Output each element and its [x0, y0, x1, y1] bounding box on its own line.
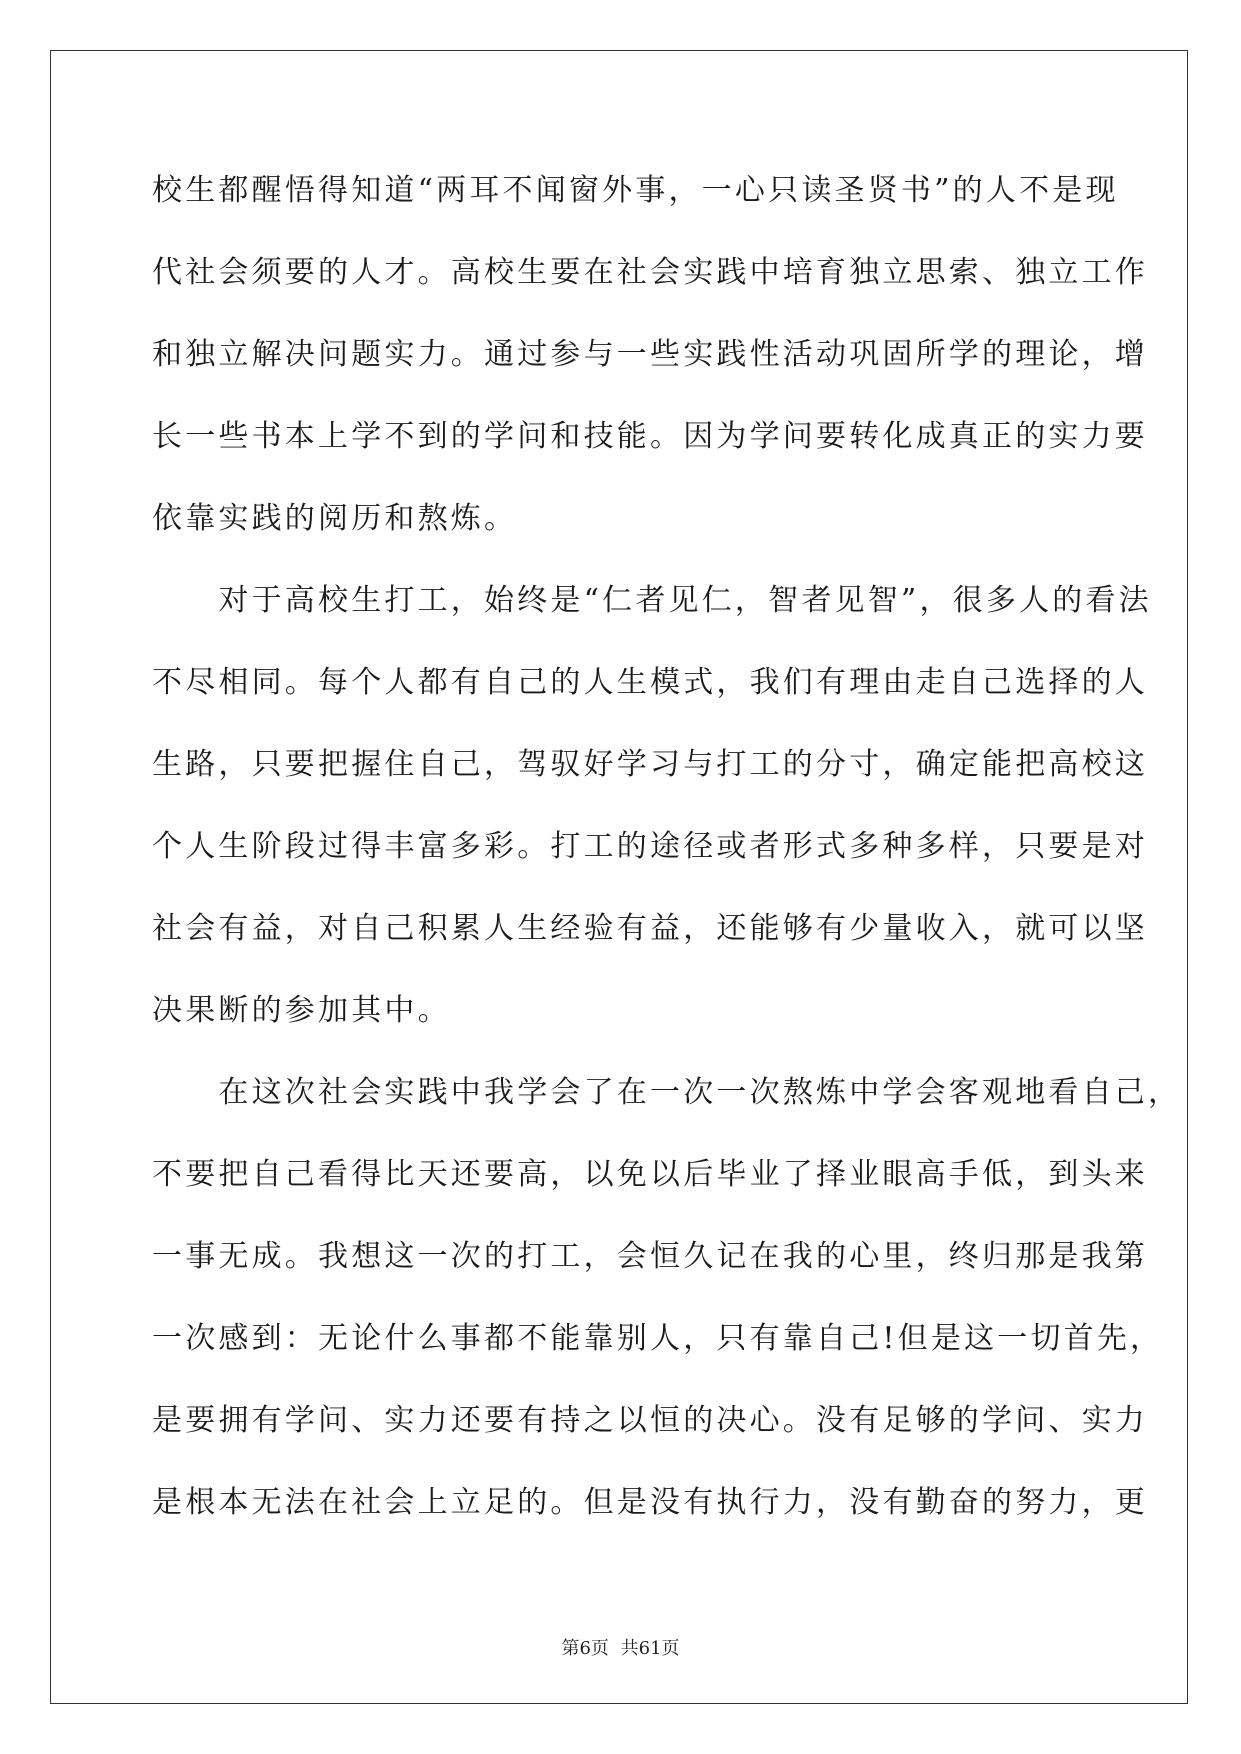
text-line: 决果断的参加其中。 — [152, 993, 451, 1028]
text-line: 是根本无法在社会上立足的。但是没有执行力，没有勤奋的努力，更 — [152, 1485, 1148, 1520]
text-line: 依靠实践的阅历和熬炼。 — [152, 501, 518, 536]
text-line: 和独立解决问题实力。通过参与一些实践性活动巩固所学的理论，增 — [152, 337, 1148, 372]
text-line: 对于高校生打工，始终是“仁者见仁，智者见智”，很多人的看法 — [152, 583, 1152, 618]
text-line: 代社会须要的人才。高校生要在社会实践中培育独立思索、独立工作 — [152, 255, 1148, 290]
text-line: 社会有益，对自己积累人生经验有益，还能够有少量收入，就可以坚 — [152, 911, 1148, 946]
text-line: 不尽相同。每个人都有自己的人生模式，我们有理由走自己选择的人 — [152, 665, 1148, 700]
text-line: 校生都醒悟得知道“两耳不闻窗外事，一心只读圣贤书”的人不是现 — [152, 173, 1119, 208]
text-line: 是要拥有学问、实力还要有持之以恒的决心。没有足够的学问、实力 — [152, 1403, 1148, 1438]
text-line: 个人生阶段过得丰富多彩。打工的途径或者形式多种多样，只要是对 — [152, 829, 1148, 864]
text-line: 长一些书本上学不到的学问和技能。因为学问要转化成真正的实力要 — [152, 419, 1148, 454]
page-footer — [0, 1634, 1241, 1660]
page-number: 第6页 — [561, 1638, 609, 1659]
text-line: 生路，只要把握住自己，驾驭好学习与打工的分寸，确定能把高校这 — [152, 747, 1148, 782]
text-line: 在这次社会实践中我学会了在一次一次熬炼中学会客观地看自己， — [152, 1075, 1182, 1110]
text-line: 不要把自己看得比天还要高，以免以后毕业了择业眼高手低，到头来 — [152, 1157, 1148, 1192]
body-text — [152, 160, 1182, 1554]
text-line: 一事无成。我想这一次的打工，会恒久记在我的心里，终归那是我第 — [152, 1239, 1148, 1274]
text-line: 一次感到：无论什么事都不能靠别人，只有靠自己!但是这一切首先， — [152, 1321, 1164, 1356]
page-total: 共61页 — [620, 1638, 680, 1659]
